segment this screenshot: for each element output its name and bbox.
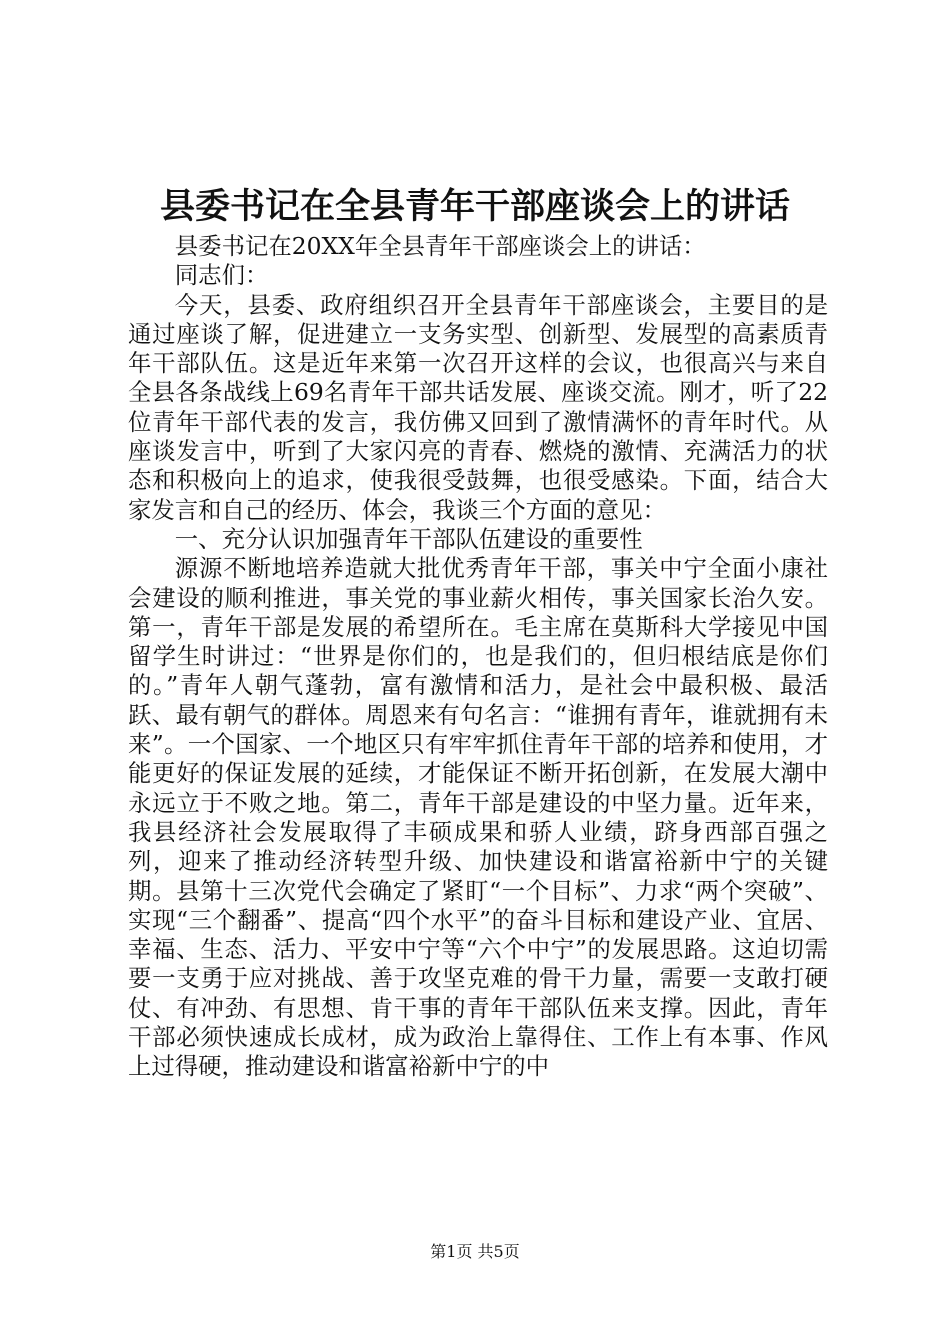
document-body xyxy=(128,232,828,1082)
document-title: 县委书记在全县青年干部座谈会上的讲话 xyxy=(159,186,790,227)
section-heading: 一、充分认识加强青年干部队伍建设的重要性 xyxy=(174,524,643,553)
page-number: 第1页 共5页 xyxy=(430,1242,520,1261)
body-paragraph: 今天，县委、政府组织召开全县青年干部座谈会，主要目的是通过座谈了解，促进建立一支务实型、创新型、发展型的高素质青年干部队伍。这是近年来第一次召开这样的会议，也很高兴与来自全县各条战线上69名青年干部共话发展、座谈交流。刚才，听了22位青年干部代表的发言，我仿佛又回到了激情满怀的青年时代。从座谈发言中，听到了大家闪亮的青春、燃烧的激情、充满活力的状态和积极向上的追求，使我很受鼓舞，也很受感染。下面，结合大家发言和自己的经历、体会，我谈三个方面的意见： xyxy=(128,290,828,524)
salutation: 同志们： xyxy=(174,261,269,290)
speech-heading-line: 县委书记在20XX年全县青年干部座谈会上的讲话： xyxy=(174,232,706,260)
body-paragraph: 源源不断地培养造就大批优秀青年干部，事关中宁全面小康社会建设的顺利推进，事关党的事业薪火相传，事关国家长治久安。第一，青年干部是发展的希望所在。毛主席在莫斯科大学接见中国留学生时讲过：“世界是你们的，也是我们的，但归根结底是你们的。”青年人朝气蓬勃，富有激情和活力，是社会中最积极、最活跃、最有朝气的群体。周恩来有句名言：“谁拥有青年，谁就拥有未来”。一个国家、一个地区只有牢牢抓住青年干部的培养和使用，才能更好的保证发展的延续，才能保证不断开拓创新，在发展大潮中永远立于不败之地。第二，青年干部是建设的中坚力量。近年来，我县经济社会发展取得了丰硕成果和骄人业绩，跻身西部百强之列，迎来了推动经济转型升级、加快建设和谐富裕新中宁的关键期。县第十三次党代会确定了紧盯“一个目标”、力求“两个突破”、实现“三个翻番”、提高“四个水平”的奋斗目标和建设产业、宜居、幸福、生态、活力、平安中宁等“六个中宁”的发展思路。这迫切需要一支勇于应对挑战、善于攻坚克难的骨干力量，需要一支敢打硬仗、有冲劲、有思想、肯干事的青年干部队伍来支撑。因此，青年干部必须快速成长成材，成为政治上靠得住、工作上有本事、作风上过得硬，推动建设和谐富裕新中宁的中 xyxy=(128,554,828,1081)
